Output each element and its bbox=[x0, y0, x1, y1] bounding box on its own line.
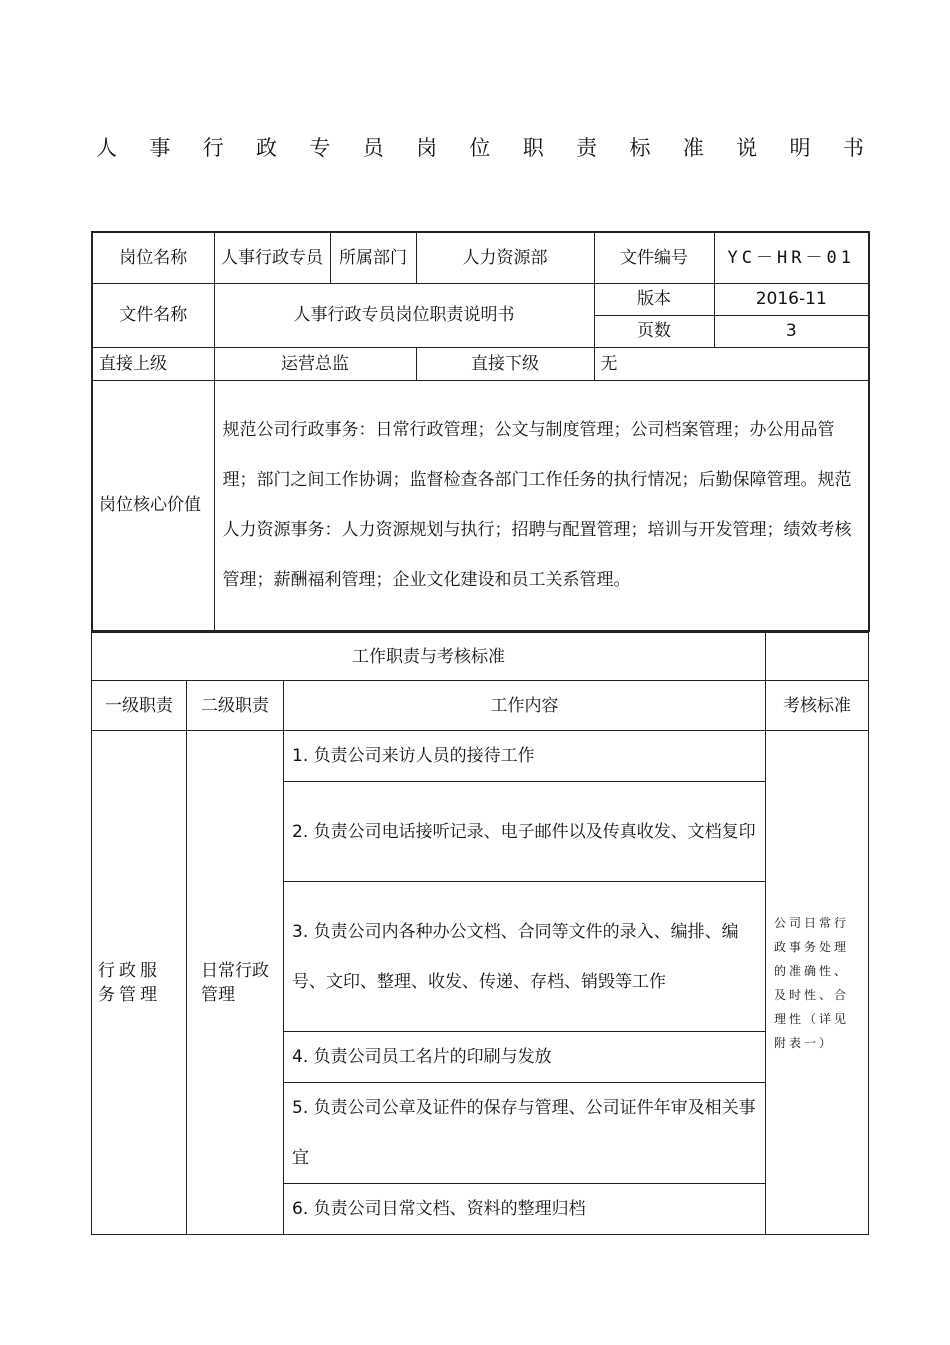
core-value: 规范公司行政事务：日常行政管理；公文与制度管理；公司档案管理；办公用品管理；部门之间工作协调；监督检查各部门工作任务的执行情况；后勤保障管理。规范人力资源事务：人力资源规划与执行；招聘与配置管理；培训与开发管理；绩效考核管理；薪酬福利管理；企业文化建设和员工关系管理。 bbox=[214, 380, 869, 631]
title-char: 人 bbox=[96, 136, 117, 160]
doc-name-label: 文件名称 bbox=[92, 283, 214, 347]
title-char: 岗 bbox=[416, 136, 438, 160]
duty-item: 4. 负责公司员工名片的印刷与发放 bbox=[284, 1032, 766, 1083]
superior-label: 直接上级 bbox=[92, 347, 214, 380]
title-char: 专 bbox=[309, 136, 331, 160]
version-label: 版本 bbox=[594, 283, 714, 315]
standard-value: 公司日常行政事务处理的准确性、及时性、合理性（详见附表一） bbox=[766, 731, 869, 1235]
version-value: 2016-11 bbox=[714, 283, 869, 315]
superior-value: 运营总监 bbox=[214, 347, 416, 380]
col-content: 工作内容 bbox=[284, 681, 766, 731]
level1-value: 行政服务管理 bbox=[92, 731, 187, 1235]
duties-table bbox=[91, 632, 869, 1235]
title-char: 书 bbox=[842, 136, 864, 160]
duty-item: 2. 负责公司电话接听记录、电子邮件以及传真收发、文档复印 bbox=[284, 782, 766, 882]
duty-item: 3. 负责公司内各种办公文档、合同等文件的录入、编排、编号、文印、整理、收发、传递、存档、销毁等工作 bbox=[284, 882, 766, 1032]
doc-no-value: YC－HR－01 bbox=[714, 232, 869, 283]
title-char: 政 bbox=[256, 136, 278, 160]
section-title: 工作职责与考核标准 bbox=[92, 633, 766, 681]
duty-item: 1. 负责公司来访人员的接待工作 bbox=[284, 731, 766, 782]
title-char: 员 bbox=[362, 136, 384, 160]
empty-cell bbox=[766, 633, 869, 681]
pages-label: 页数 bbox=[594, 315, 714, 347]
title-char: 行 bbox=[202, 136, 224, 160]
position-value: 人事行政专员 bbox=[214, 232, 330, 283]
doc-no-label: 文件编号 bbox=[594, 232, 714, 283]
col-level1: 一级职责 bbox=[92, 681, 187, 731]
dept-value: 人力资源部 bbox=[416, 232, 594, 283]
page-title bbox=[96, 132, 864, 162]
duty-item: 5. 负责公司公章及证件的保存与管理、公司证件年审及相关事宜 bbox=[284, 1083, 766, 1184]
title-char: 标 bbox=[629, 136, 651, 160]
doc-name-value: 人事行政专员岗位职责说明书 bbox=[214, 283, 594, 347]
title-char: 明 bbox=[789, 136, 811, 160]
title-char: 说 bbox=[736, 136, 758, 160]
subordinate-label: 直接下级 bbox=[416, 347, 594, 380]
title-char: 责 bbox=[576, 136, 598, 160]
col-standard: 考核标准 bbox=[766, 681, 869, 731]
col-level2: 二级职责 bbox=[187, 681, 284, 731]
title-char: 准 bbox=[682, 136, 704, 160]
core-label: 岗位核心价值 bbox=[92, 380, 214, 631]
duty-item: 6. 负责公司日常文档、资料的整理归档 bbox=[284, 1184, 766, 1235]
subordinate-value: 无 bbox=[594, 347, 869, 380]
pages-value: 3 bbox=[714, 315, 869, 347]
position-label: 岗位名称 bbox=[92, 232, 214, 283]
dept-label: 所属部门 bbox=[330, 232, 416, 283]
level2-value: 日常行政管理 bbox=[187, 731, 284, 1235]
title-char: 位 bbox=[469, 136, 491, 160]
title-char: 事 bbox=[149, 136, 171, 160]
info-table bbox=[91, 231, 870, 632]
title-char: 职 bbox=[522, 136, 544, 160]
